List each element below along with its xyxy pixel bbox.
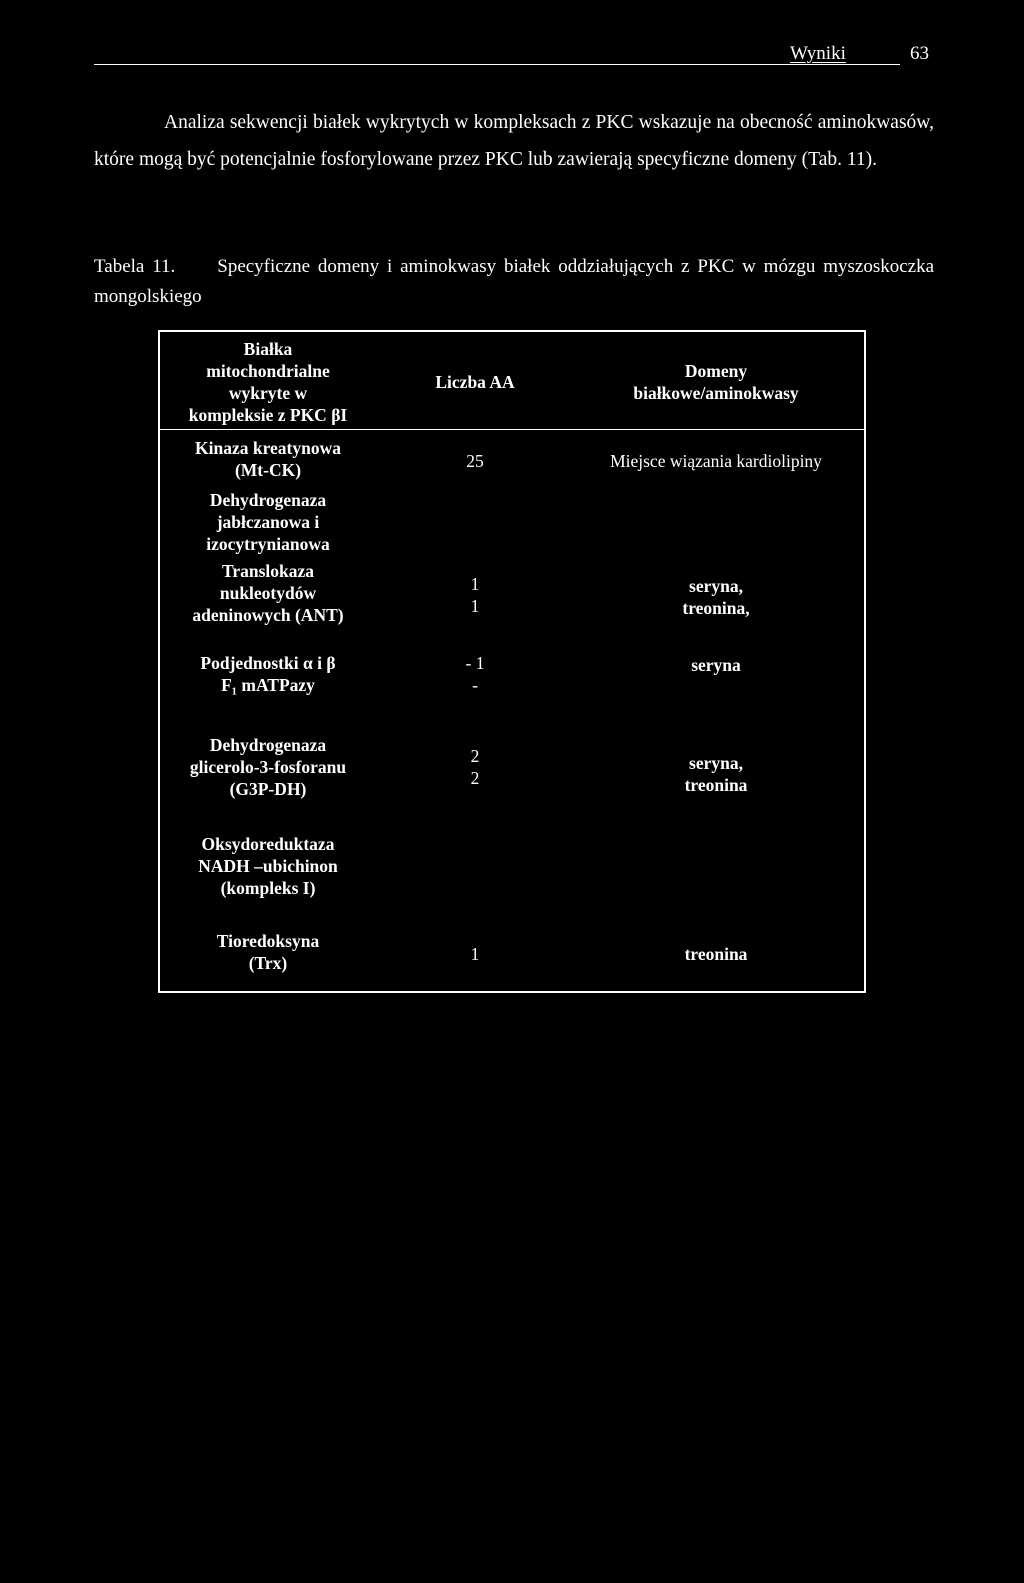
- table-row-domain-trx: treonina: [684, 944, 748, 964]
- intro-paragraph: Analiza sekwencji białek wykrytych w kompleksach z PKC wskazuje na obecność aminokwasów, które mogą być potencjalnie fosforylowane przez PKC lub zawierają specyficzne domeny (Tab. 11).: [94, 112, 934, 170]
- header-proteins: Białka mitochondrialne wykryte w kompleksie z PKC βI: [188, 339, 348, 425]
- table-caption-label: Tabela 11.: [94, 256, 176, 277]
- table-row-protein-trx: Tioredoksyna (Trx): [216, 931, 320, 973]
- table-row-aa-mtck: 25: [466, 451, 484, 471]
- table-row-aa-g3pdh: 2 2: [470, 746, 480, 788]
- table-row-aa-trx: 1: [470, 944, 480, 964]
- table-row-protein-atpase: Podjednostki α i β F₁ mATPazy: [200, 653, 336, 695]
- table-row-domain-ant: seryna, treonina,: [682, 576, 750, 618]
- header-aa-count: Liczba AA: [435, 372, 515, 392]
- table-caption-text: Specyficzne domeny i aminokwasy białek oddziałujących z PKC w mózgu myszoskoczka mongolskiego: [94, 256, 935, 307]
- table-row-aa-ant: 1 1: [470, 574, 480, 616]
- table-row-protein-g3pdh: Dehydrogenaza glicerolo-3-fosforanu (G3P-DH): [189, 735, 347, 799]
- table-header-rule: [158, 429, 866, 430]
- table-caption: [94, 252, 934, 312]
- table-row-aa-atpase: - 1 -: [465, 653, 485, 695]
- table-row-protein-complex-i: Oksydoreduktaza NADH –ubichinon (kompleks I): [198, 834, 338, 898]
- table-row-domain-mtck: Miejsce wiązania kardiolipiny: [610, 451, 822, 471]
- table-row-domain-atpase: seryna: [691, 655, 741, 675]
- header-rule: [94, 64, 900, 65]
- table-row-protein-ant: Translokaza nukleotydów adeninowych (ANT): [192, 561, 344, 625]
- table-row-protein-mdh: Dehydrogenaza jabłczanowa i izocytrynianowa: [206, 490, 330, 554]
- running-header-section: Wyniki: [790, 43, 846, 64]
- table-row-domain-g3pdh: seryna, treonina: [684, 753, 748, 795]
- page-number: 63: [910, 43, 929, 64]
- table-row-protein-mtck: Kinaza kreatynowa (Mt-CK): [195, 438, 341, 480]
- header-domains: Domeny białkowe/aminokwasy: [633, 361, 799, 403]
